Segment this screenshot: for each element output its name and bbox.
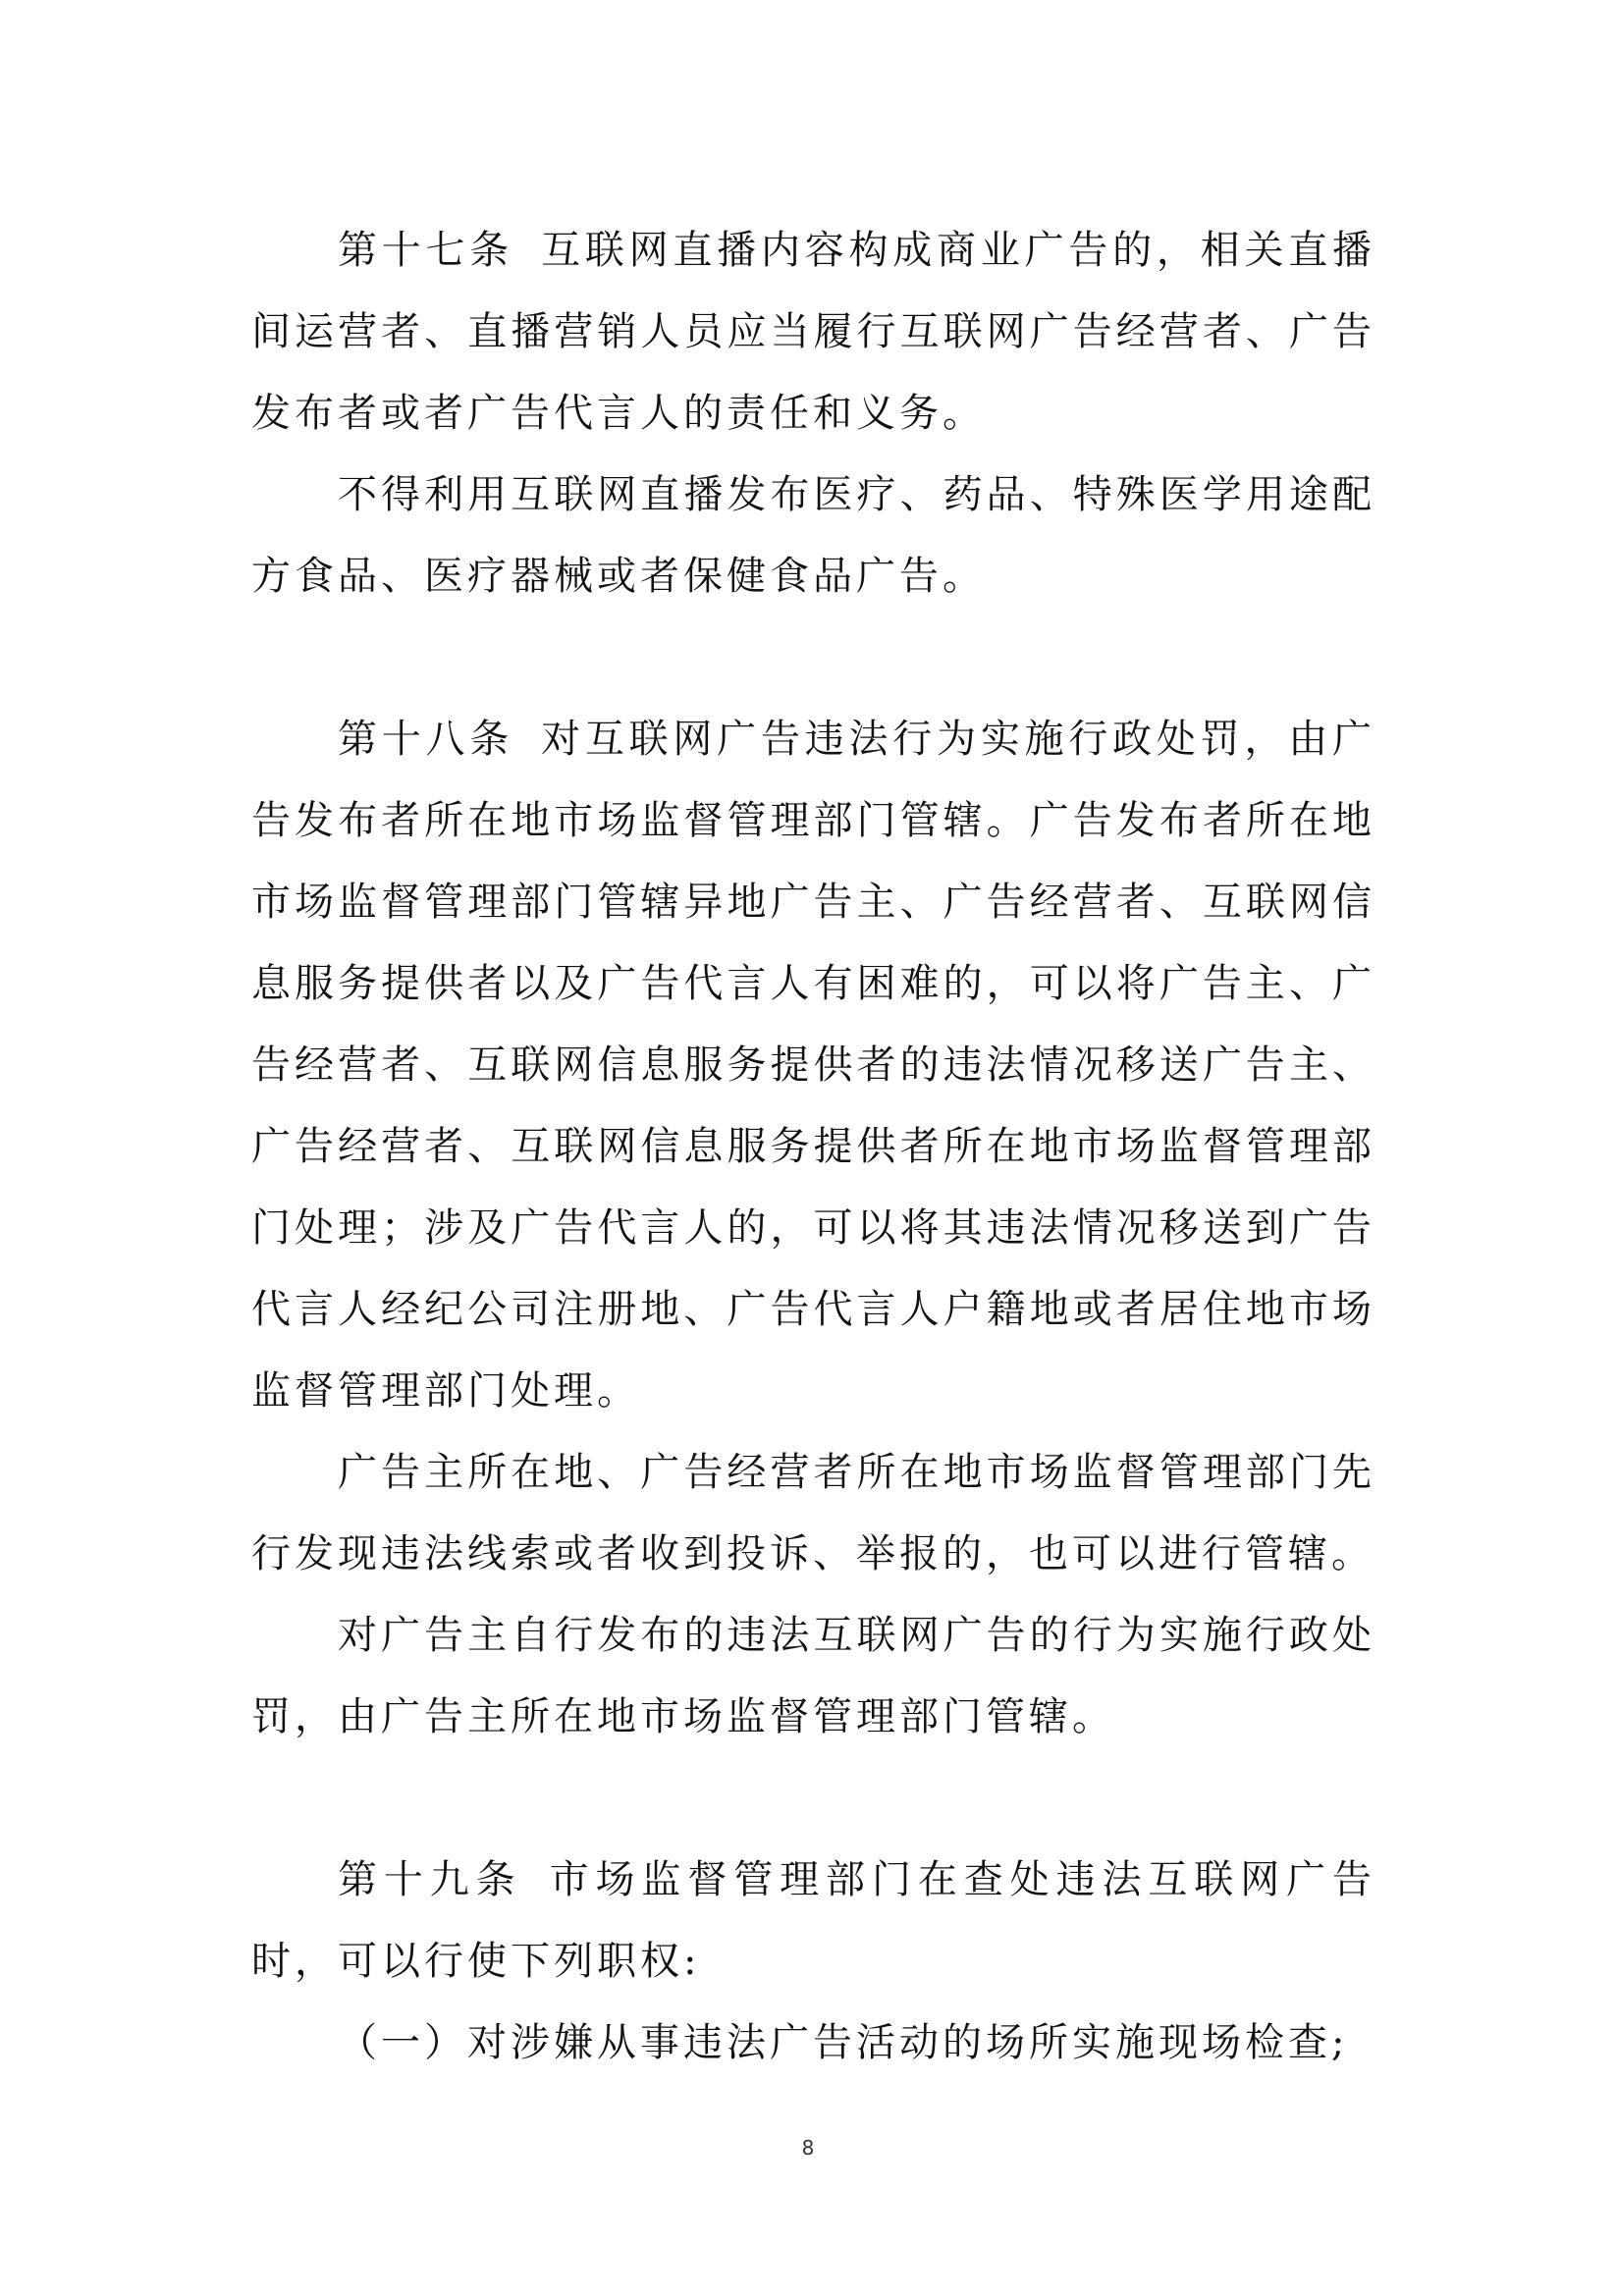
document-page	[251, 210, 1375, 2084]
article-19-number: 第十九条	[338, 1857, 522, 1902]
article-17-number: 第十七条	[338, 228, 514, 273]
article-18-paragraph-3: 对广告主自行发布的违法互联网广告的行为实施行政处罚，由广告主所在地市场监督管理部门管辖。	[251, 1613, 1375, 1739]
article-19-item-1: （一）对涉嫌从事违法广告活动的场所实施现场检查;	[338, 2020, 1349, 2065]
article-18-paragraph-1	[251, 699, 1375, 1432]
article-18-number: 第十八条	[338, 717, 514, 762]
article-17-text-1: 互联网直播内容构成商业广告的，相关直播间运营者、直播营销人员应当履行互联网广告经营者、广告发布者或者广告代言人的责任和义务。	[251, 228, 1376, 436]
article-18-text-1: 对互联网广告违法行为实施行政处罚，由广告发布者所在地市场监督管理部门管辖。广告发布者所在地市场监督管理部门管辖异地广告主、广告经营者、互联网信息服务提供者以及广告代言人有困难的，可以将广告主、广告经营者、互联网信息服务提供者的违法情况移送广告主、广告经营者、互联网信息服务提供者所在地市场监督管理部门处理；涉及广告代言人的，可以将其违法情况移送到广告代言人经纪公司注册地、广告代言人户籍地或者居住地市场监督管理部门处理。	[251, 717, 1376, 1414]
page-number: 8	[801, 2136, 815, 2160]
article-17-paragraph-2: 不得利用互联网直播发布医疗、药品、特殊医学用途配方食品、医疗器械或者保健食品广告。	[251, 472, 1375, 599]
article-17-paragraph-1	[251, 210, 1375, 454]
article-18-paragraph-2: 广告主所在地、广告经营者所在地市场监督管理部门先行发现违法线索或者收到投诉、举报的，也可以进行管辖。	[251, 1450, 1375, 1576]
article-19-text-1: 市场监督管理部门在查处违法互联网广告时，可以行使下列职权:	[251, 1857, 1376, 1984]
article-19-paragraph-1	[251, 1840, 1375, 2002]
